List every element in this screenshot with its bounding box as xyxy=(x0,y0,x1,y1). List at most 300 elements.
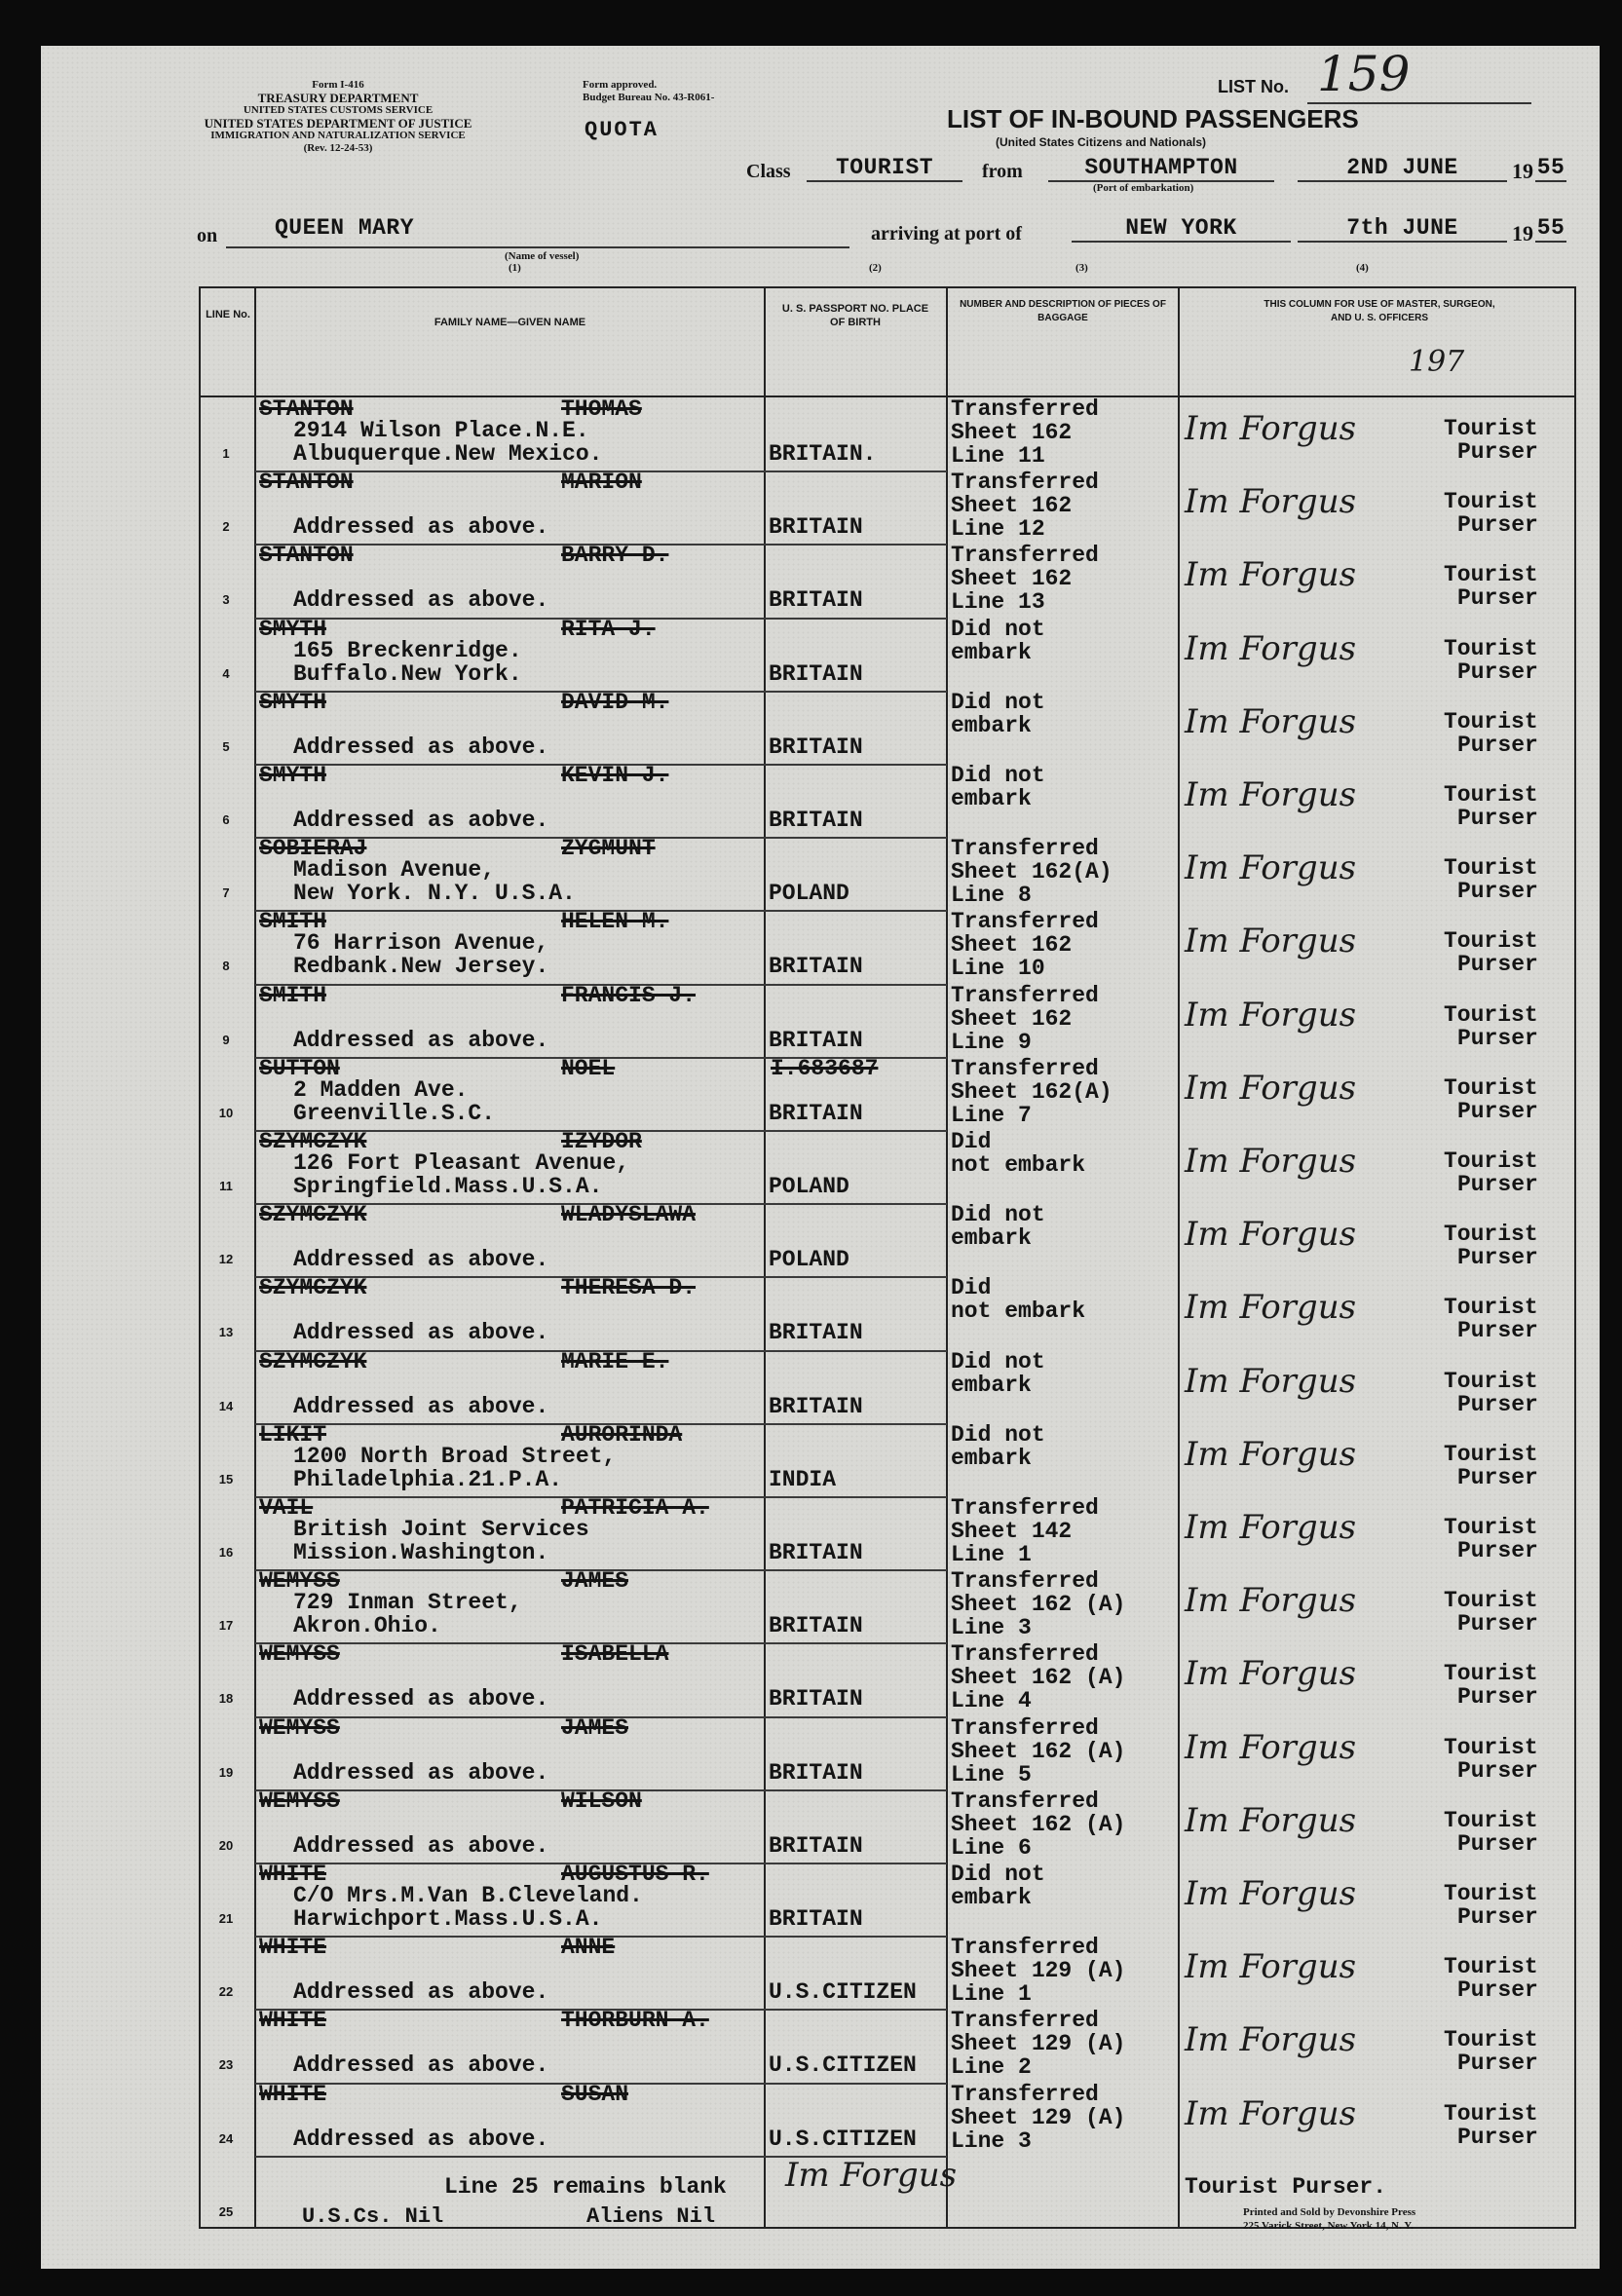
address-line-2: Greenville.S.C. xyxy=(293,1100,496,1126)
baggage-line-3: Line 3 xyxy=(951,1615,1032,1641)
baggage-line-3: Line 5 xyxy=(951,1761,1032,1788)
place-of-birth: BRITAIN xyxy=(769,660,863,687)
family-name: WHITE xyxy=(259,1935,327,1961)
baggage-line-3: Line 8 xyxy=(951,883,1032,909)
line-number: 12 xyxy=(218,1252,234,1267)
list-no-value: 159 xyxy=(1317,46,1411,102)
purser-title: Purser xyxy=(1457,1757,1538,1784)
given-name: THOMAS xyxy=(561,396,642,422)
line-number: 1 xyxy=(222,446,230,461)
place-of-birth: POLAND xyxy=(769,1174,849,1199)
arrival-year: 55 xyxy=(1536,215,1565,241)
place-of-birth: BRITAIN xyxy=(769,1320,863,1346)
baggage-line-2: embark xyxy=(951,1445,1032,1471)
purser-signature: Im Forgus xyxy=(1185,701,1357,741)
family-name: VAIL xyxy=(259,1495,314,1521)
table-row xyxy=(201,1642,1574,1715)
header-line-no: LINE No. xyxy=(206,309,250,320)
header-baggage: NUMBER AND DESCRIPTION OF PIECES OF BAGGAGE xyxy=(960,299,1166,323)
given-name: BARRY D. xyxy=(561,543,669,569)
family-name: WHITE xyxy=(259,1862,327,1887)
purser-class: Tourist xyxy=(1444,1515,1538,1540)
baggage-line-2: embark xyxy=(951,639,1032,665)
vessel-name: QUEEN MARY xyxy=(275,215,415,241)
family-name: SZYMCZYK xyxy=(259,1348,367,1374)
baggage-line-1: Transferred xyxy=(951,982,1099,1008)
purser-title: Purser xyxy=(1457,439,1538,465)
given-name: NOEL xyxy=(561,1055,616,1081)
line-number: 23 xyxy=(218,2057,234,2073)
address-line-1: 2 Madden Ave. xyxy=(293,1076,469,1103)
baggage-line-2: embark xyxy=(951,1372,1032,1398)
table-row xyxy=(201,1496,1574,1569)
table-row xyxy=(201,764,1574,837)
place-of-birth: POLAND xyxy=(769,881,849,907)
line-number: 22 xyxy=(218,1984,234,2000)
purser-class: Tourist xyxy=(1444,1222,1538,1248)
purser-class: Tourist xyxy=(1444,1661,1538,1687)
purser-signature: Im Forgus xyxy=(1185,775,1357,814)
address-line-1: Madison Avenue, xyxy=(293,857,496,884)
line-number: 8 xyxy=(222,959,230,974)
purser-title: Purser xyxy=(1457,585,1538,612)
purser-class: Tourist xyxy=(1444,2100,1538,2127)
purser-signature: Im Forgus xyxy=(1185,1947,1357,1987)
purser-class: Tourist xyxy=(1444,1441,1538,1467)
header-scrawl: 197 xyxy=(1409,345,1465,379)
purser-title: Purser xyxy=(1457,1538,1538,1563)
place-of-birth: U.S.CITIZEN xyxy=(769,2126,917,2152)
form-id-block xyxy=(187,79,489,155)
purser-signature: Im Forgus xyxy=(1185,1288,1357,1328)
purser-class: Tourist xyxy=(1444,1734,1538,1760)
address-line-2: Addressed as above. xyxy=(293,1759,549,1786)
line-number: 14 xyxy=(218,1398,234,1413)
family-name: WEMYSS xyxy=(259,1568,340,1595)
place-of-birth: BRITAIN xyxy=(769,1027,863,1053)
purser-signature: Im Forgus xyxy=(1185,555,1357,595)
purser-class: Tourist xyxy=(1444,782,1538,808)
table-row xyxy=(201,1203,1574,1276)
line-number: 6 xyxy=(222,812,230,827)
purser-class: Tourist xyxy=(1444,1074,1538,1101)
line-number: 11 xyxy=(219,1179,233,1193)
purser-class: Tourist xyxy=(1444,1148,1538,1174)
family-name: SMITH xyxy=(259,982,327,1008)
budget-block xyxy=(583,79,714,104)
address-line-1: C/O Mrs.M.Van B.Cleveland. xyxy=(293,1883,643,1908)
family-name: STANTON xyxy=(259,543,354,569)
place-of-birth: BRITAIN xyxy=(769,1686,863,1713)
table-row xyxy=(201,470,1574,544)
family-name: SOBIERAJ xyxy=(259,836,367,862)
given-name: JAMES xyxy=(561,1714,629,1741)
baggage-line-2: Sheet 162(A) xyxy=(951,859,1113,885)
passport-number: I.683687 xyxy=(771,1055,879,1081)
baggage-line-2: not embark xyxy=(951,1299,1086,1325)
purser-signature: Im Forgus xyxy=(1185,1215,1357,1255)
baggage-line-3: Line 6 xyxy=(951,1834,1032,1861)
line-number: 16 xyxy=(218,1545,234,1560)
family-name: WEMYSS xyxy=(259,1714,340,1741)
family-name: SMYTH xyxy=(259,689,327,715)
baggage-line-2: Sheet 162 (A) xyxy=(951,1665,1126,1691)
family-name: WEMYSS xyxy=(259,1788,340,1814)
port-of-embarkation: SOUTHAMPTON xyxy=(1048,155,1274,182)
family-name: WHITE xyxy=(259,2008,327,2034)
address-line-2: Buffalo.New York. xyxy=(293,660,522,687)
place-of-birth: BRITAIN xyxy=(769,1832,863,1859)
purser-signature: Im Forgus xyxy=(1185,1361,1357,1401)
purser-class: Tourist xyxy=(1444,1295,1538,1321)
purser-class: Tourist xyxy=(1444,1954,1538,1980)
purser-class: Tourist xyxy=(1444,416,1538,441)
baggage-line-2: embark xyxy=(951,1885,1032,1910)
purser-signature: Im Forgus xyxy=(1185,1874,1357,1913)
family-name: SZYMCZYK xyxy=(259,1129,367,1154)
table-row xyxy=(201,910,1574,983)
address-line-2: Addressed as above. xyxy=(293,1027,549,1053)
table-row xyxy=(201,544,1574,617)
address-line-2: Addressed as above. xyxy=(293,1979,549,2006)
table-row xyxy=(201,1350,1574,1423)
given-name: THERESA D. xyxy=(561,1275,697,1301)
purser-class: Tourist xyxy=(1444,708,1538,734)
family-name: SMITH xyxy=(259,909,327,935)
address-line-1: 165 Breckenridge. xyxy=(293,637,522,663)
address-line-2: Addressed as above. xyxy=(293,1320,549,1346)
line-number: 17 xyxy=(218,1618,234,1634)
table-row xyxy=(201,1716,1574,1789)
family-name: WEMYSS xyxy=(259,1641,340,1668)
address-line-2: Addressed as above. xyxy=(293,587,549,614)
table-row xyxy=(201,2083,1574,2156)
baggage-line-1: Transferred xyxy=(951,396,1099,422)
given-name: AURORINDA xyxy=(561,1421,683,1448)
baggage-line-3: Line 7 xyxy=(951,1102,1032,1128)
embark-year-prefix: 19 xyxy=(1512,159,1533,183)
place-of-birth: BRITAIN xyxy=(769,587,863,614)
address-line-1: 729 Inman Street, xyxy=(293,1590,522,1616)
table-row xyxy=(201,1569,1574,1642)
address-line-1: 76 Harrison Avenue, xyxy=(293,930,549,957)
class-label: Class xyxy=(746,161,791,182)
family-name: LIKIT xyxy=(259,1421,327,1448)
purser-title: Purser xyxy=(1457,1318,1538,1344)
purser-title: Purser xyxy=(1457,806,1538,831)
purser-title: Purser xyxy=(1457,2124,1538,2150)
col-note-4: (4) xyxy=(1356,262,1369,274)
address-line-2: Redbank.New Jersey. xyxy=(293,954,549,980)
baggage-line-3: Line 2 xyxy=(951,2054,1032,2081)
purser-class: Tourist xyxy=(1444,635,1538,661)
given-name: IZYDOR xyxy=(561,1129,642,1154)
baggage-line-2: embark xyxy=(951,712,1032,738)
col-note-2: (2) xyxy=(869,262,882,274)
treasury-dept: TREASURY DEPARTMENT xyxy=(257,91,419,105)
baggage-line-3: Line 4 xyxy=(951,1688,1032,1714)
address-line-2: Philadelphia.21.P.A. xyxy=(293,1466,563,1492)
purser-signature: Im Forgus xyxy=(1185,1068,1357,1108)
arriving-label: arriving at port of xyxy=(871,223,1022,245)
purser-title: Purser xyxy=(1457,1245,1538,1271)
purser-signature: Im Forgus xyxy=(1185,848,1357,888)
table-row xyxy=(201,1130,1574,1203)
purser-title: Purser xyxy=(1457,1172,1538,1197)
given-name: THORBURN A. xyxy=(561,2008,709,2034)
purser-title: Purser xyxy=(1457,879,1538,905)
given-name: SUSAN xyxy=(561,2081,629,2107)
footer-aliens: Aliens Nil xyxy=(586,2204,716,2229)
blank-line-note: Line 25 remains blank xyxy=(444,2173,727,2200)
place-of-birth: BRITAIN xyxy=(769,514,863,541)
baggage-line-3: Line 1 xyxy=(951,1981,1032,2008)
baggage-line-3: Line 9 xyxy=(951,1029,1032,1055)
vessel-note: (Name of vessel) xyxy=(505,250,580,262)
address-line-2: Springfield.Mass.U.S.A. xyxy=(293,1174,603,1199)
given-name: ANNE xyxy=(561,1935,616,1961)
baggage-line-3: Line 13 xyxy=(951,589,1045,616)
place-of-birth: BRITAIN xyxy=(769,1906,863,1932)
baggage-line-1: Transferred xyxy=(951,1935,1099,1961)
line-number: 5 xyxy=(222,738,230,754)
place-of-birth: BRITAIN xyxy=(769,1393,863,1419)
purser-signature: Im Forgus xyxy=(1185,1654,1357,1694)
arrival-date: 7th JUNE xyxy=(1298,215,1507,243)
embark-date: 2ND JUNE xyxy=(1298,155,1507,182)
purser-signature: Im Forgus xyxy=(1185,995,1357,1035)
form-revision: (Rev. 12-24-53) xyxy=(303,142,373,154)
family-name: SUTTON xyxy=(259,1055,340,1081)
table-row xyxy=(201,618,1574,691)
given-name: JAMES xyxy=(561,1568,629,1595)
baggage-line-1: Transferred xyxy=(951,2008,1099,2034)
line-number: 3 xyxy=(222,592,230,608)
purser-signature: Im Forgus xyxy=(1185,1434,1357,1474)
given-name: ISABELLA xyxy=(561,1641,669,1668)
table-row xyxy=(201,691,1574,764)
purser-class: Tourist xyxy=(1444,1588,1538,1614)
printer-line-1: Printed and Sold by Devonshire Press xyxy=(1243,2206,1416,2218)
baggage-line-1: Did xyxy=(951,1275,992,1301)
place-of-birth: BRITAIN xyxy=(769,734,863,760)
from-label: from xyxy=(982,161,1023,182)
table-row xyxy=(201,1276,1574,1349)
family-name: SZYMCZYK xyxy=(259,1202,367,1228)
baggage-line-3: Line 12 xyxy=(951,516,1045,543)
manifest-page xyxy=(41,46,1600,2269)
header-master: THIS COLUMN FOR USE OF MASTER, SURGEON, AND U. S. OFFICERS xyxy=(1264,299,1495,323)
address-line-2: New York. N.Y. U.S.A. xyxy=(293,881,576,907)
baggage-line-2: Sheet 162(A) xyxy=(951,1078,1113,1105)
place-of-birth: BRITAIN xyxy=(769,954,863,980)
purser-signature: Im Forgus xyxy=(1185,628,1357,668)
purser-title: Purser xyxy=(1457,2051,1538,2077)
place-of-birth: BRITAIN xyxy=(769,1613,863,1639)
embark-year: 55 xyxy=(1536,155,1565,180)
given-name: MARIE E. xyxy=(561,1348,669,1374)
purser-class: Tourist xyxy=(1444,562,1538,588)
given-name: KEVIN J. xyxy=(561,763,669,788)
baggage-line-2: Sheet 162 xyxy=(951,932,1073,959)
header-name: FAMILY NAME—GIVEN NAME xyxy=(434,317,586,328)
baggage-line-1: Transferred xyxy=(951,1568,1099,1595)
purser-signature: Im Forgus xyxy=(1185,2020,1357,2060)
purser-title: Purser xyxy=(1457,1098,1538,1124)
family-name: SMYTH xyxy=(259,616,327,642)
purser-class: Tourist xyxy=(1444,1368,1538,1394)
purser-signature: Im Forgus xyxy=(1185,1508,1357,1547)
baggage-line-1: Transferred xyxy=(951,1714,1099,1741)
purser-signature: Im Forgus xyxy=(1185,409,1357,448)
baggage-line-1: Did xyxy=(951,1129,992,1154)
line-number: 20 xyxy=(218,1837,234,1853)
budget-bureau: Budget Bureau No. 43-R061- xyxy=(583,92,715,103)
address-line-2: Addressed as above. xyxy=(293,2052,549,2079)
passenger-table xyxy=(199,286,1576,2229)
address-line-2: Addressed as above. xyxy=(293,1247,549,1273)
place-of-birth: BRITAIN xyxy=(769,1759,863,1786)
address-line-2: Mission.Washington. xyxy=(293,1540,549,1565)
purser-title: Purser xyxy=(1457,1684,1538,1711)
purser-class: Tourist xyxy=(1444,2027,1538,2053)
baggage-line-1: Did not xyxy=(951,1348,1045,1374)
customs-service: UNITED STATES CUSTOMS SERVICE xyxy=(243,104,434,116)
place-of-birth: U.S.CITIZEN xyxy=(769,2052,917,2079)
baggage-line-2: Sheet 162 (A) xyxy=(951,1592,1126,1618)
table-row xyxy=(201,397,1574,470)
table-row xyxy=(201,1789,1574,1863)
baggage-line-1: Transferred xyxy=(951,1495,1099,1521)
purser-signature: Im Forgus xyxy=(1185,1581,1357,1621)
given-name: PATRICIA A. xyxy=(561,1495,709,1521)
col-note-1: (1) xyxy=(509,262,521,274)
address-line-2: Addressed as above. xyxy=(293,1686,549,1713)
family-name: WHITE xyxy=(259,2081,327,2107)
address-line-1: 2914 Wilson Place.N.E. xyxy=(293,418,589,443)
place-of-birth: BRITAIN xyxy=(769,808,863,833)
header-passport: U. S. PASSPORT NO. PLACE OF BIRTH xyxy=(781,303,929,328)
line-number: 2 xyxy=(222,519,230,535)
table-row xyxy=(201,837,1574,910)
baggage-line-1: Transferred xyxy=(951,470,1099,496)
baggage-line-3: Line 10 xyxy=(951,956,1045,982)
baggage-line-1: Did not xyxy=(951,616,1045,642)
purser-title: Purser xyxy=(1457,512,1538,539)
line-number: 24 xyxy=(218,2130,234,2146)
baggage-line-3: Line 11 xyxy=(951,443,1045,469)
line-number: 13 xyxy=(218,1325,234,1340)
purser-signature: Im Forgus xyxy=(1185,1800,1357,1840)
baggage-line-2: embark xyxy=(951,1225,1032,1252)
baggage-line-1: Did not xyxy=(951,1421,1045,1448)
table-row xyxy=(201,1936,1574,2009)
list-subtitle: (United States Citizens and Nationals) xyxy=(996,135,1207,149)
given-name: ZYGMUNT xyxy=(561,836,656,862)
address-line-1: 126 Fort Pleasant Avenue, xyxy=(293,1150,630,1176)
baggage-line-1: Did not xyxy=(951,1202,1045,1228)
baggage-line-2: not embark xyxy=(951,1152,1086,1178)
purser-signature: Im Forgus xyxy=(1185,1142,1357,1181)
address-line-2: Harwichport.Mass.U.S.A. xyxy=(293,1906,603,1932)
family-name: STANTON xyxy=(259,396,354,422)
address-line-2: Addressed as above. xyxy=(293,514,549,541)
baggage-line-1: Did not xyxy=(951,763,1045,788)
baggage-line-2: Sheet 129 (A) xyxy=(951,2104,1126,2130)
baggage-line-2: Sheet 162 xyxy=(951,566,1073,592)
purser-title: Purser xyxy=(1457,1904,1538,1930)
port-of-arrival: NEW YORK xyxy=(1072,215,1291,243)
baggage-line-2: Sheet 162 xyxy=(951,1005,1073,1032)
baggage-line-2: Sheet 162 xyxy=(951,420,1073,445)
place-of-birth: U.S.CITIZEN xyxy=(769,1979,917,2006)
purser-class: Tourist xyxy=(1444,928,1538,955)
baggage-line-2: embark xyxy=(951,786,1032,811)
ins-service: IMMIGRATION AND NATURALIZATION SERVICE xyxy=(210,130,466,141)
purser-signature: Im Forgus xyxy=(1185,922,1357,961)
footer-uscs: U.S.Cs. Nil xyxy=(302,2204,444,2229)
baggage-line-1: Transferred xyxy=(951,543,1099,569)
given-name: HELEN M. xyxy=(561,909,669,935)
purser-title: Purser xyxy=(1457,1391,1538,1417)
table-row xyxy=(201,1423,1574,1496)
justice-dept: UNITED STATES DEPARTMENT OF JUSTICE xyxy=(204,116,472,131)
place-of-birth: BRITAIN. xyxy=(769,441,877,467)
address-line-2: Addressed as above. xyxy=(293,734,549,760)
address-line-1: 1200 North Broad Street, xyxy=(293,1443,617,1469)
line-number: 4 xyxy=(222,665,230,681)
purser-title: Purser xyxy=(1457,1025,1538,1051)
baggage-line-2: Sheet 129 (A) xyxy=(951,1958,1126,1984)
purser-class: Tourist xyxy=(1444,489,1538,515)
address-line-1: British Joint Services xyxy=(293,1517,589,1542)
purser-signature: Im Forgus xyxy=(1185,482,1357,522)
line-number: 9 xyxy=(222,1032,230,1047)
line-number: 19 xyxy=(218,1764,234,1780)
on-label: on xyxy=(197,225,218,246)
given-name: FRANCIS J. xyxy=(561,982,697,1008)
purser-title: Purser xyxy=(1457,732,1538,758)
family-name: SZYMCZYK xyxy=(259,1275,367,1301)
purser-title: Purser xyxy=(1457,659,1538,685)
vessel-underline xyxy=(226,246,849,248)
baggage-line-1: Transferred xyxy=(951,1641,1099,1668)
baggage-line-1: Transferred xyxy=(951,1055,1099,1081)
baggage-line-3: Line 3 xyxy=(951,2127,1032,2154)
place-of-birth: BRITAIN xyxy=(769,1540,863,1565)
purser-title: Purser xyxy=(1457,952,1538,978)
baggage-line-2: Sheet 129 (A) xyxy=(951,2031,1126,2057)
baggage-line-2: Sheet 162 xyxy=(951,493,1073,519)
blank-line-end: Tourist Purser. xyxy=(1185,2173,1387,2200)
line-number: 7 xyxy=(222,885,230,901)
purser-title: Purser xyxy=(1457,1830,1538,1857)
purser-title: Purser xyxy=(1457,1611,1538,1637)
form-approved: Form approved. xyxy=(583,79,658,91)
baggage-line-1: Transferred xyxy=(951,2081,1099,2107)
place-of-birth: BRITAIN xyxy=(769,1100,863,1126)
purser-class: Tourist xyxy=(1444,1001,1538,1028)
baggage-line-3: Line 1 xyxy=(951,1542,1032,1567)
printer-line-2: 225 Varick Street, New York 14, N. Y. xyxy=(1243,2220,1414,2232)
port-embark-note: (Port of embarkation) xyxy=(1093,182,1194,194)
line-number: 15 xyxy=(218,1471,234,1487)
address-line-2: Addressed as above. xyxy=(293,1832,549,1859)
given-name: WLADYSLAWA xyxy=(561,1202,697,1228)
line-number: 21 xyxy=(218,1911,234,1926)
line-number: 18 xyxy=(218,1691,234,1707)
purser-class: Tourist xyxy=(1444,1807,1538,1833)
